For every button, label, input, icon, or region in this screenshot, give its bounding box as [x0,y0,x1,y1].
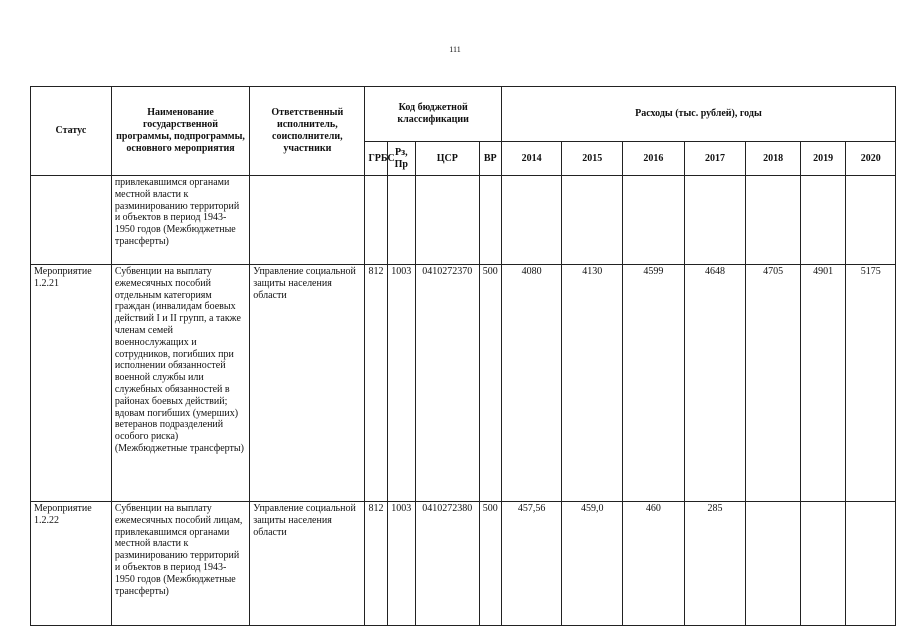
cell-csr: 0410272370 [415,265,479,502]
cell-rz-pr [387,176,415,265]
cell-2015: 459,0 [562,502,623,626]
cell-status: Мероприятие 1.2.22 [31,502,112,626]
cell-vr: 500 [479,502,501,626]
cell-2015 [562,176,623,265]
cell-vr [479,176,501,265]
cell-program-name: Субвенции на выплату ежемесячных пособий лицам, привлекавшимся органами местной власти к разминированию территорий и объектов в период 1943-1950 годов (Межбюджетные трансферты) [111,502,249,626]
header-responsible: Ответственный исполнитель, соисполнители, участники [250,87,365,176]
header-status: Статус [31,87,112,176]
cell-2018 [746,502,801,626]
header-year-2017: 2017 [684,142,746,176]
cell-rz-pr: 1003 [387,502,415,626]
cell-responsible [250,176,365,265]
header-program-name: Наименование государственной программы, подпрограммы, основного мероприятия [111,87,249,176]
cell-2014: 457,56 [501,502,562,626]
header-csr: ЦСР [415,142,479,176]
cell-2019: 4901 [800,265,845,502]
cell-vr: 500 [479,265,501,502]
cell-2019 [800,502,845,626]
cell-2015: 4130 [562,265,623,502]
cell-grbs [365,176,387,265]
cell-responsible: Управление социальной защиты населения области [250,265,365,502]
table-row [31,176,896,265]
cell-2020 [846,176,896,265]
table-row [31,265,896,502]
cell-2018: 4705 [746,265,801,502]
cell-program-name: Субвенции на выплату ежемесячных пособий отдельным категориям граждан (инвалидам боевых действий I и II групп, а также членам семей военнослужащих и сотрудников, погибших при исполнении обязанностей военной службы или служебных обязанностей в районах боевых действий; вдовам погибших (умерших) ветеранов подразделений особого риска) (Межбюджетные трансферты) [111,265,249,502]
cell-program-name: привлекавшимся органами местной власти к разминированию территорий и объектов в период 1943-1950 годов (Межбюджетные трансферты) [111,176,249,265]
header-grbs: ГРБС [365,142,387,176]
cell-2016 [623,176,685,265]
table-row [31,502,896,626]
header-vr: ВР [479,142,501,176]
cell-csr: 0410272380 [415,502,479,626]
cell-2014 [501,176,562,265]
cell-2017: 285 [684,502,746,626]
cell-status [31,176,112,265]
header-budget-code: Код бюджетной классификации [365,87,501,142]
cell-2018 [746,176,801,265]
cell-2019 [800,176,845,265]
cell-responsible: Управление социальной защиты населения области [250,502,365,626]
cell-2020: 5175 [846,265,896,502]
cell-2014: 4080 [501,265,562,502]
header-expenses: Расходы (тыс. рублей), годы [501,87,895,142]
cell-2020 [846,502,896,626]
header-rz-pr: Рз, Пр [387,142,415,176]
cell-2017: 4648 [684,265,746,502]
header-year-2018: 2018 [746,142,801,176]
budget-table [30,86,896,626]
header-year-2019: 2019 [800,142,845,176]
cell-grbs: 812 [365,265,387,502]
header-year-2020: 2020 [846,142,896,176]
page-number: 111 [449,45,461,54]
cell-csr [415,176,479,265]
header-year-2014: 2014 [501,142,562,176]
cell-grbs: 812 [365,502,387,626]
header-year-2016: 2016 [623,142,685,176]
cell-status: Мероприятие 1.2.21 [31,265,112,502]
cell-rz-pr: 1003 [387,265,415,502]
cell-2017 [684,176,746,265]
table-header [31,87,896,176]
cell-2016: 4599 [623,265,685,502]
cell-2016: 460 [623,502,685,626]
header-year-2015: 2015 [562,142,623,176]
